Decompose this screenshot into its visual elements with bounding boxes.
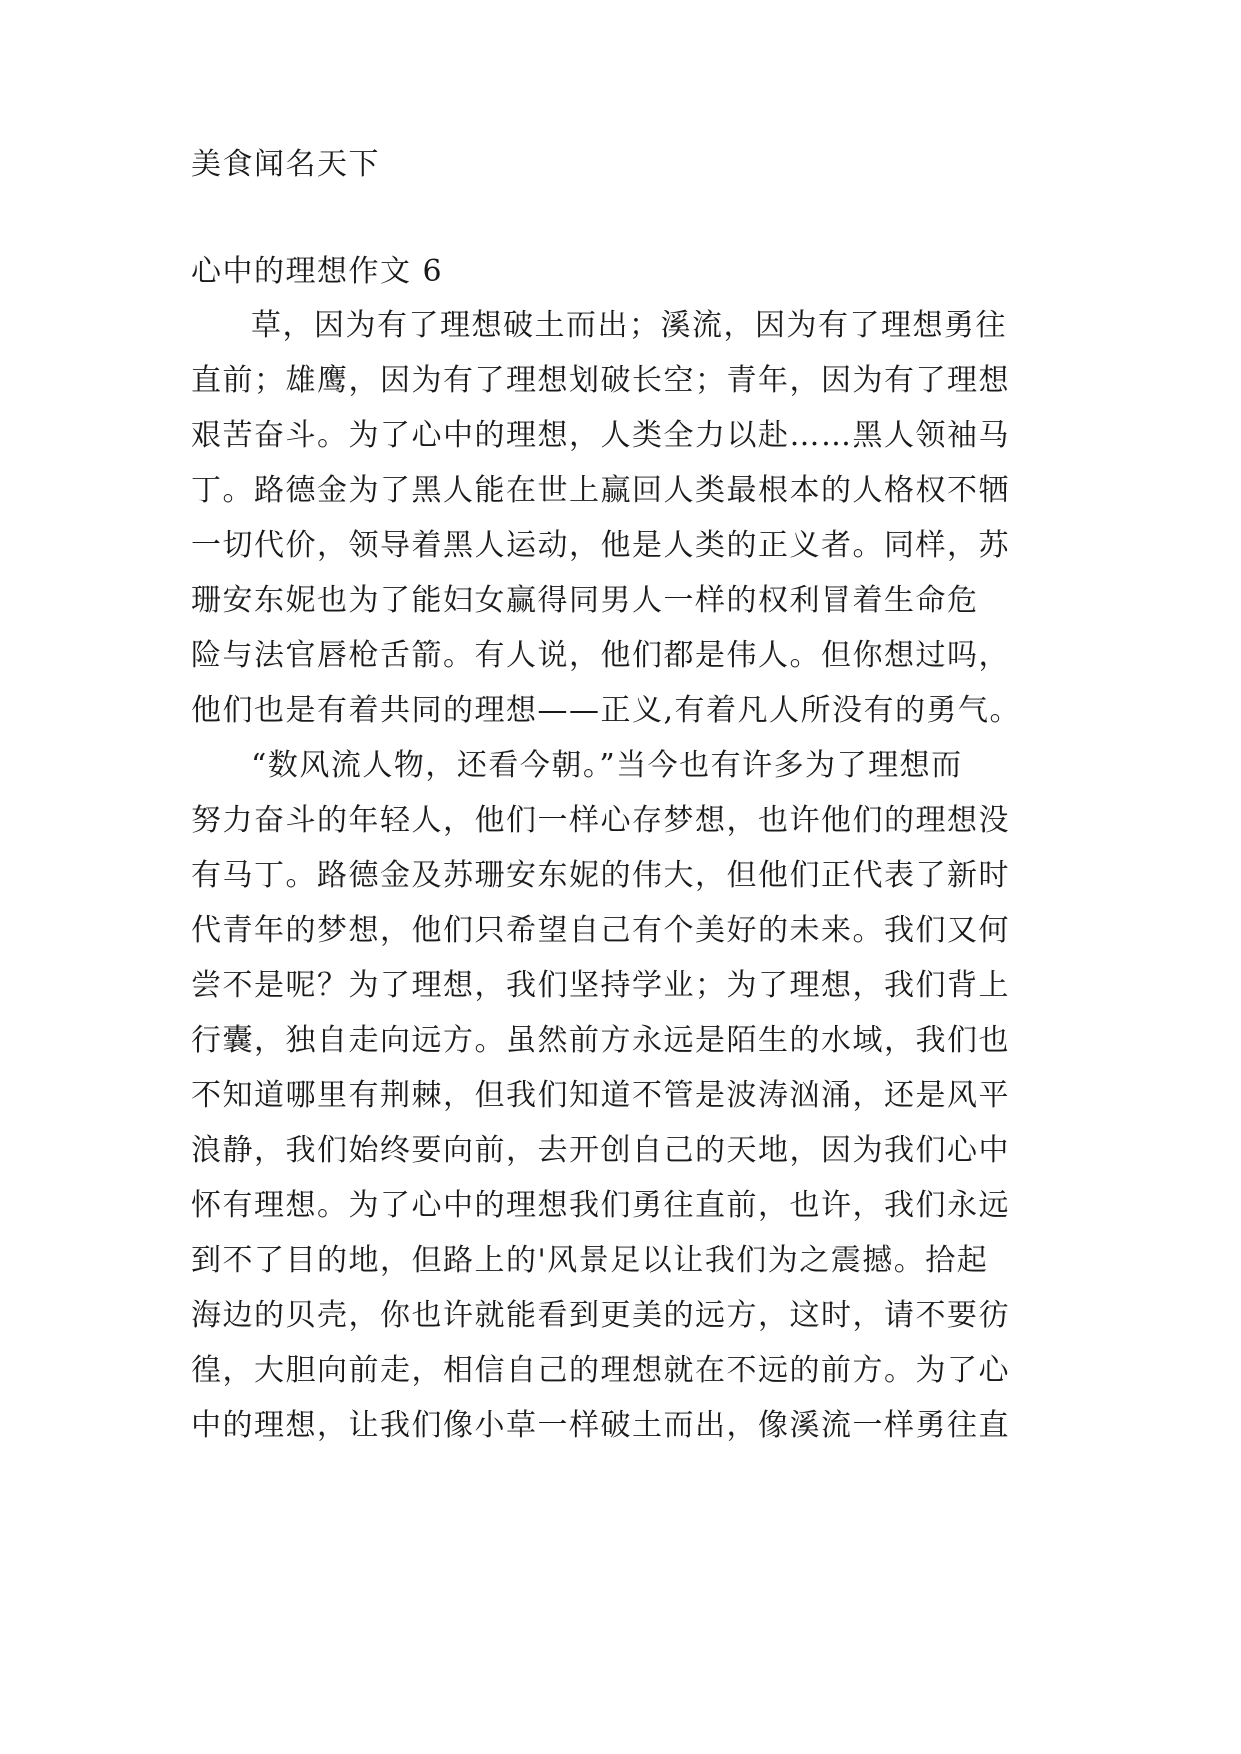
- paragraph-2-line: 徨，大胆向前走，相信自己的理想就在不远的前方。为了心: [191, 1353, 1010, 1388]
- paragraph-2-line: 怀有理想。为了心中的理想我们勇往直前，也许，我们永远: [191, 1188, 1010, 1223]
- paragraph-1-line: 他们也是有着共同的理想——正义,有着凡人所没有的勇气。: [191, 693, 1022, 728]
- paragraph-1-line: 丁。路德金为了黑人能在世上赢回人类最根本的人格权不牺: [191, 473, 1010, 508]
- paragraph-2-line: 到不了目的地，但路上的'风景足以让我们为之震撼。拾起: [191, 1243, 989, 1278]
- paragraph-1-line: 珊安东妮也为了能妇女赢得同男人一样的权利冒着生命危: [191, 583, 979, 618]
- paragraph-2-line: 海边的贝壳，你也许就能看到更美的远方，这时，请不要彷: [191, 1298, 1010, 1333]
- paragraph-2-line: 不知道哪里有荆棘，但我们知道不管是波涛汹涌，还是风平: [191, 1078, 1010, 1113]
- paragraph-2-line: 中的理想，让我们像小草一样破土而出，像溪流一样勇往直: [191, 1408, 1010, 1443]
- paragraph-1-line: 一切代价，领导着黑人运动，他是人类的正义者。同样，苏: [191, 528, 1010, 563]
- paragraph-1-line: 草，因为有了理想破土而出；溪流，因为有了理想勇往: [251, 308, 1007, 343]
- paragraph-2-line: 努力奋斗的年轻人，他们一样心存梦想，也许他们的理想没: [191, 803, 1010, 838]
- paragraph-2-line: 代青年的梦想，他们只希望自己有个美好的未来。我们又何: [191, 913, 1010, 948]
- paragraph-2-line: “数风流人物，还看今朝。”当今也有许多为了理想而: [251, 748, 963, 783]
- paragraph-2-line: 尝不是呢？为了理想，我们坚持学业；为了理想，我们背上: [191, 968, 1010, 1003]
- paragraph-1-line: 险与法官唇枪舌箭。有人说，他们都是伟人。但你想过吗，: [191, 638, 1010, 673]
- essay-title: 心中的理想作文 6: [191, 254, 444, 289]
- paragraph-1-line: 艰苦奋斗。为了心中的理想，人类全力以赴……黑人领袖马: [191, 418, 1010, 453]
- paragraph-2-line: 浪静，我们始终要向前，去开创自己的天地，因为我们心中: [191, 1133, 1010, 1168]
- paragraph-1-line: 直前；雄鹰，因为有了理想划破长空；青年，因为有了理想: [191, 363, 1010, 398]
- heading-food: 美食闻名天下: [191, 147, 380, 182]
- paragraph-2-line: 行囊，独自走向远方。虽然前方永远是陌生的水域，我们也: [191, 1023, 1010, 1058]
- paragraph-2-line: 有马丁。路德金及苏珊安东妮的伟大，但他们正代表了新时: [191, 858, 1010, 893]
